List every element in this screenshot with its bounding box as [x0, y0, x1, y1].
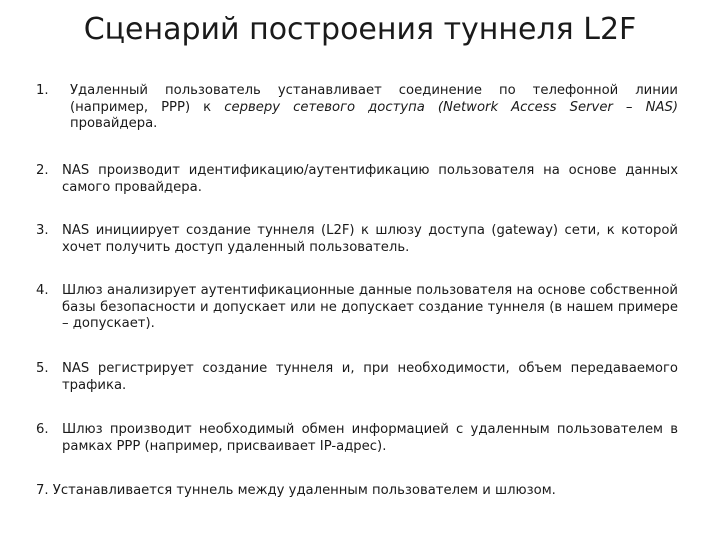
list-item [36, 83, 678, 133]
list-item-number: 5. [36, 361, 49, 376]
list-item-text-content: Устанавливается туннель между удаленным пользователем и шлюзом. [52, 483, 556, 498]
list-item [36, 283, 678, 333]
list-item [36, 483, 678, 500]
list-item-text [36, 83, 678, 133]
list-item-text-italic: серверу сетевого доступа (Network Access Server – NAS) [224, 99, 678, 115]
list-item-number: 7. [36, 483, 49, 498]
list-item-number: 4. [36, 283, 49, 298]
list-item-text [36, 483, 678, 500]
list-item [36, 422, 678, 455]
list-item-text: Шлюз производит необходимый обмен информацией с удаленным пользователем в рамках PPP (например, присваивает IP-адрес). [62, 422, 678, 454]
list-item-text: Шлюз анализирует аутентификационные данные пользователя на основе собственной базы безопасности и допускает или не допускает создание туннеля (в нашем примере – допускает). [62, 283, 678, 331]
list-item-text: NAS инициирует создание туннеля (L2F) к шлюзу доступа (gateway) сети, к которой хочет получить доступ удаленный пользователь. [62, 223, 678, 255]
list-item [36, 361, 678, 394]
slide-title: Сценарий построения туннеля L2F [83, 12, 637, 47]
list-item [36, 163, 678, 196]
list-item-number: 2. [36, 163, 49, 178]
list-item [36, 223, 678, 256]
list-item-number: 6. [36, 422, 49, 437]
list-item-text: NAS производит идентификацию/аутентификацию пользователя на основе данных самого провайдера. [62, 163, 678, 195]
list-item-number: 3. [36, 223, 49, 238]
list-item-text-start: Удаленный пользователь устанавливает соединение по телефонной линии (например, PPP) к [70, 83, 678, 115]
list-item-text: NAS регистрирует создание туннеля и, при необходимости, объем передаваемого трафика. [62, 361, 678, 393]
list-item-text-end: провайдера. [70, 116, 158, 131]
list-item-number: 1. [36, 83, 49, 98]
